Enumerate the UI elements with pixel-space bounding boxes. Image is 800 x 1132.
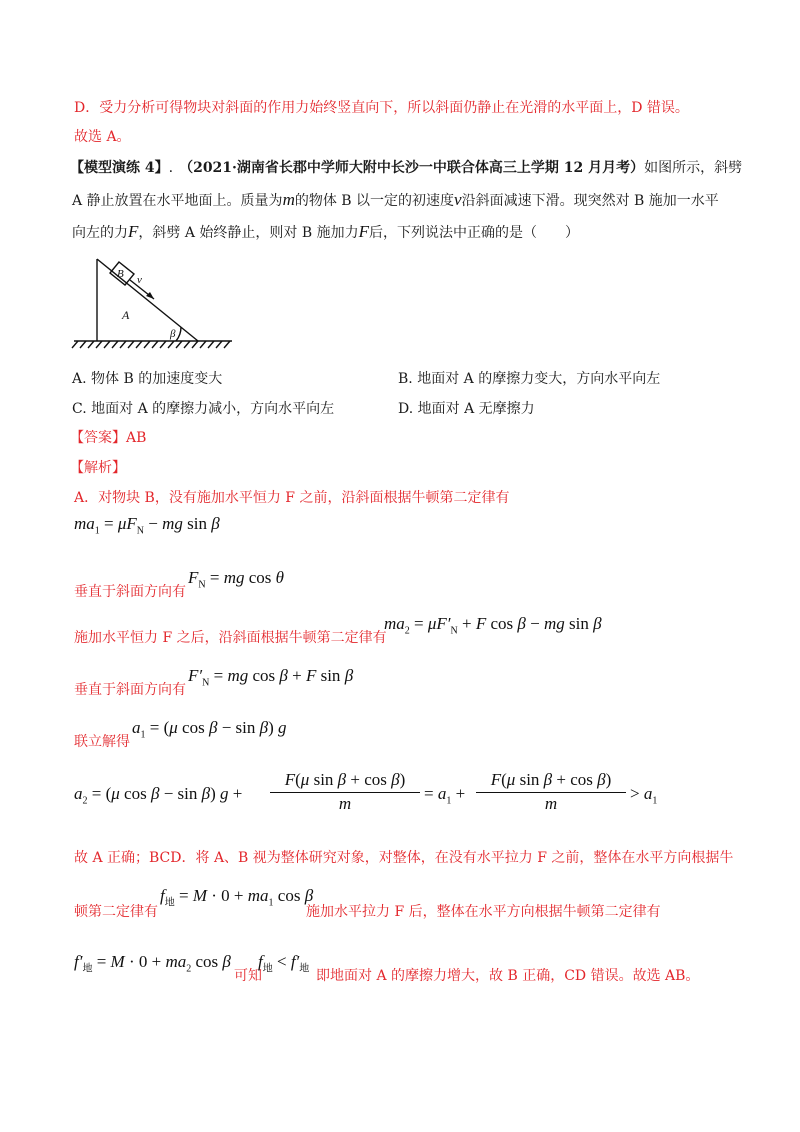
analysis-label: 【解析】 <box>70 460 126 476</box>
mass-symbol: m <box>282 190 295 209</box>
equation-9: $f_地 < f'_地$ <box>258 952 310 975</box>
subscript-ground: 地 <box>262 963 273 975</box>
option-c: C. 地面对 A 的摩擦力减小，方向水平向左 <box>72 401 335 417</box>
perp-text-2: 垂直于斜面方向有 <box>74 682 186 698</box>
force-symbol: F <box>358 222 369 241</box>
equation-1: $ma_1 = \mu F_N$ − mg sin β <box>74 514 220 537</box>
subscript-ground: 地 <box>299 963 310 975</box>
ground-hatching <box>72 341 230 348</box>
incline-figure <box>70 255 240 355</box>
problem-source: （2021·湖南省长郡中学师大附中长沙一中联合体高三上学期 12 月月考） <box>179 160 645 176</box>
problem-line-3 <box>72 222 579 243</box>
equation-3: $ma_2 = \mu F'_N + F$ cos β − mg sin β <box>384 614 602 637</box>
conclusion-line-2b: 施加水平拉力 F 后，整体在水平方向根据牛顿第二定律有 <box>306 904 661 920</box>
option-d: D. 地面对 A 无摩擦力 <box>398 401 535 417</box>
conclusion-line-2a: 顿第二定律有 <box>74 904 158 920</box>
problem-dot: . <box>168 160 174 176</box>
velocity-symbol: v <box>454 190 462 209</box>
problem-header <box>70 158 742 178</box>
answer-label: 【答案】 <box>70 430 126 446</box>
problem-line1-tail: 如图所示，斜劈 <box>644 160 743 176</box>
answer-line <box>70 428 146 448</box>
label-v: v <box>137 274 142 286</box>
conclusion-line-1: 故 A 正确；BCD．将 A、B 视为整体研究对象，对整体，在没有水平拉力 F 之前，整体在水平方向根据牛 <box>74 850 734 866</box>
fraction-2: F(μ sin β + cos β) m <box>476 770 626 814</box>
equation-6: $a_2 = (\mu$ cos β − sin β) g + <box>74 784 243 807</box>
force-symbol: F <box>128 222 139 241</box>
label-B: B <box>117 268 124 280</box>
perp-text-1: 垂直于斜面方向有 <box>74 584 186 600</box>
angle-arc <box>176 327 181 341</box>
equation-6-mid: = $a_1$ + <box>424 784 466 807</box>
problem-text: ，斜劈 A 始终静止，则对 B 施加力 <box>138 225 359 241</box>
subscript-ground: 地 <box>82 963 93 975</box>
equation-2: $F_N$ = mg cos θ <box>188 568 285 591</box>
equation-4: $F'_N$ = mg cos β + F sin β <box>188 666 354 689</box>
prev-solution-choose: 故选 A。 <box>74 129 131 145</box>
fraction-1: F(μ sin β + cos β) m <box>270 770 420 814</box>
final-text: 即地面对 A 的摩擦力增大，故 B 正确，CD 错误。故选 AB。 <box>316 968 700 984</box>
problem-line-2 <box>72 190 719 211</box>
answer-value: AB <box>126 430 147 446</box>
solve-text: 联立解得 <box>74 734 130 750</box>
label-A: A <box>122 308 130 322</box>
equation-6-end: > $a_1$ <box>630 784 658 807</box>
problem-text: 的物体 B 以一定的初速度 <box>294 193 455 209</box>
option-a: A. 物体 B 的加速度变大 <box>72 371 223 387</box>
problem-text: 向左的力 <box>72 225 128 241</box>
subscript-ground: 地 <box>164 897 175 909</box>
analysis-part-a: A．对物块 B，没有施加水平恒力 F 之前，沿斜面根据牛顿第二定律有 <box>74 490 510 506</box>
problem-tag: 【模型演练 4】 <box>70 160 169 176</box>
label-beta: β <box>170 328 176 340</box>
problem-text: 后，下列说法中正确的是（ ） <box>368 225 579 241</box>
equation-5: $a_1 = (\mu$ cos β − sin β) g <box>132 718 287 741</box>
prev-solution-d: D．受力分析可得物块对斜面的作用力始终竖直向下，所以斜面仍静止在光滑的水平面上，D 错误。 <box>74 100 689 116</box>
equation-8: $f'_地 = M \cdot 0 + ma_2$ cos β <box>74 952 231 975</box>
equation-7: $f_地 = M \cdot 0 + ma_1$ cos β <box>160 886 314 909</box>
after-force-text: 施加水平恒力 F 之后，沿斜面根据牛顿第二定律有 <box>74 630 387 646</box>
option-b: B. 地面对 A 的摩擦力变大，方向水平向左 <box>398 371 661 387</box>
problem-text: A 静止放置在水平地面上。质量为 <box>72 193 283 209</box>
known-text: 可知 <box>234 968 262 984</box>
problem-text: 沿斜面减速下滑。现突然对 B 施加一水平 <box>461 193 719 209</box>
